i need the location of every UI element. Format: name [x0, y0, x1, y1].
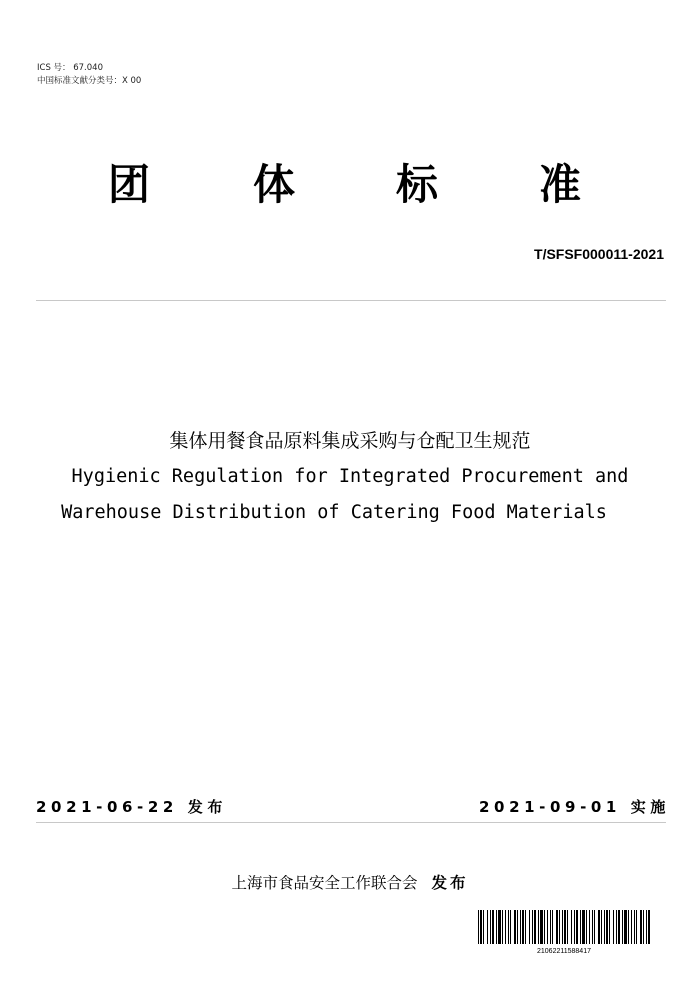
- publisher-name: 上海市食品安全工作联合会: [231, 874, 418, 892]
- title-char-1: 团: [108, 160, 151, 209]
- ics-code: ICS 号： 67.040: [37, 63, 103, 73]
- title-char-2: 体: [253, 160, 296, 209]
- publisher-issue-word: 发布: [431, 874, 469, 892]
- document-type-title: [0, 160, 700, 210]
- barcode-number: 21062211588417: [537, 948, 591, 955]
- english-title-line-1: Hygienic Regulation for Integrated Procurement and: [71, 466, 629, 487]
- title-char-3: 标: [396, 160, 439, 209]
- title-char-4: 准: [539, 160, 582, 209]
- chinese-title: 集体用餐食品原料集成采购与仓配卫生规范: [169, 430, 531, 452]
- ccs-code: 中国标准文献分类号：X 00: [37, 76, 142, 86]
- implementation-date: 2021-09-01 实施: [479, 798, 670, 816]
- document-meta: [37, 62, 141, 88]
- bottom-divider: [36, 822, 666, 823]
- standard-number: T/SFSF000011-2021: [534, 246, 664, 262]
- issue-date: 2021-06-22 发布: [36, 798, 227, 816]
- english-title-line-2: Warehouse Distribution of Catering Food Materials: [61, 502, 607, 523]
- publisher-line: [0, 871, 700, 893]
- date-row: [36, 796, 670, 818]
- barcode-icon: [478, 910, 650, 944]
- top-divider: [36, 300, 666, 301]
